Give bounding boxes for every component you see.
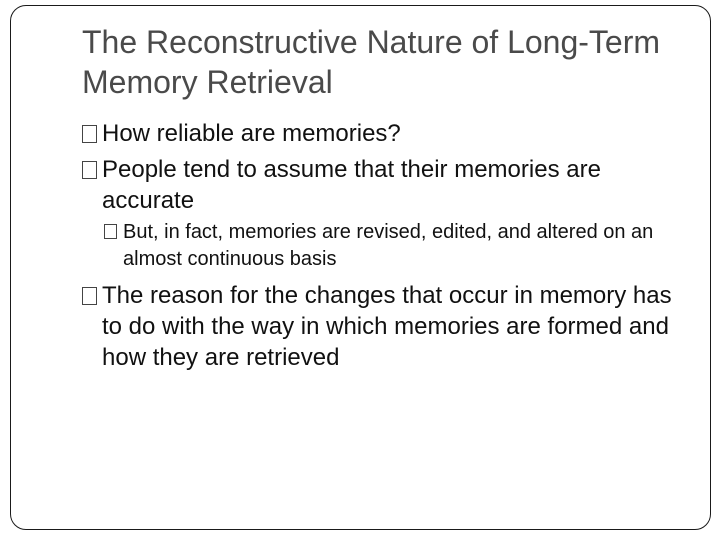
- hollow-square-bullet-icon: [82, 287, 97, 305]
- slide-title: The Reconstructive Nature of Long-Term Memory Retrieval: [82, 24, 661, 100]
- bullet-text: People tend to assume that their memories are accurate: [102, 156, 601, 214]
- hollow-square-bullet-icon: [82, 125, 97, 143]
- bullet-list: [82, 118, 682, 373]
- bullet-item: [82, 280, 682, 373]
- hollow-square-bullet-icon: [104, 224, 117, 239]
- bullet-text: How reliable are memories?: [102, 120, 401, 147]
- bullet-item: [82, 154, 682, 216]
- bullet-text: The reason for the changes that occur in memory has to do with the way in which memories are formed and how they are retrieved: [102, 282, 672, 371]
- bullet-item: [82, 118, 682, 149]
- sub-bullet-item: [82, 219, 682, 273]
- hollow-square-bullet-icon: [82, 161, 97, 179]
- sub-bullet-text: But, in fact, memories are revised, edited, and altered on an almost continuous basis: [123, 221, 654, 270]
